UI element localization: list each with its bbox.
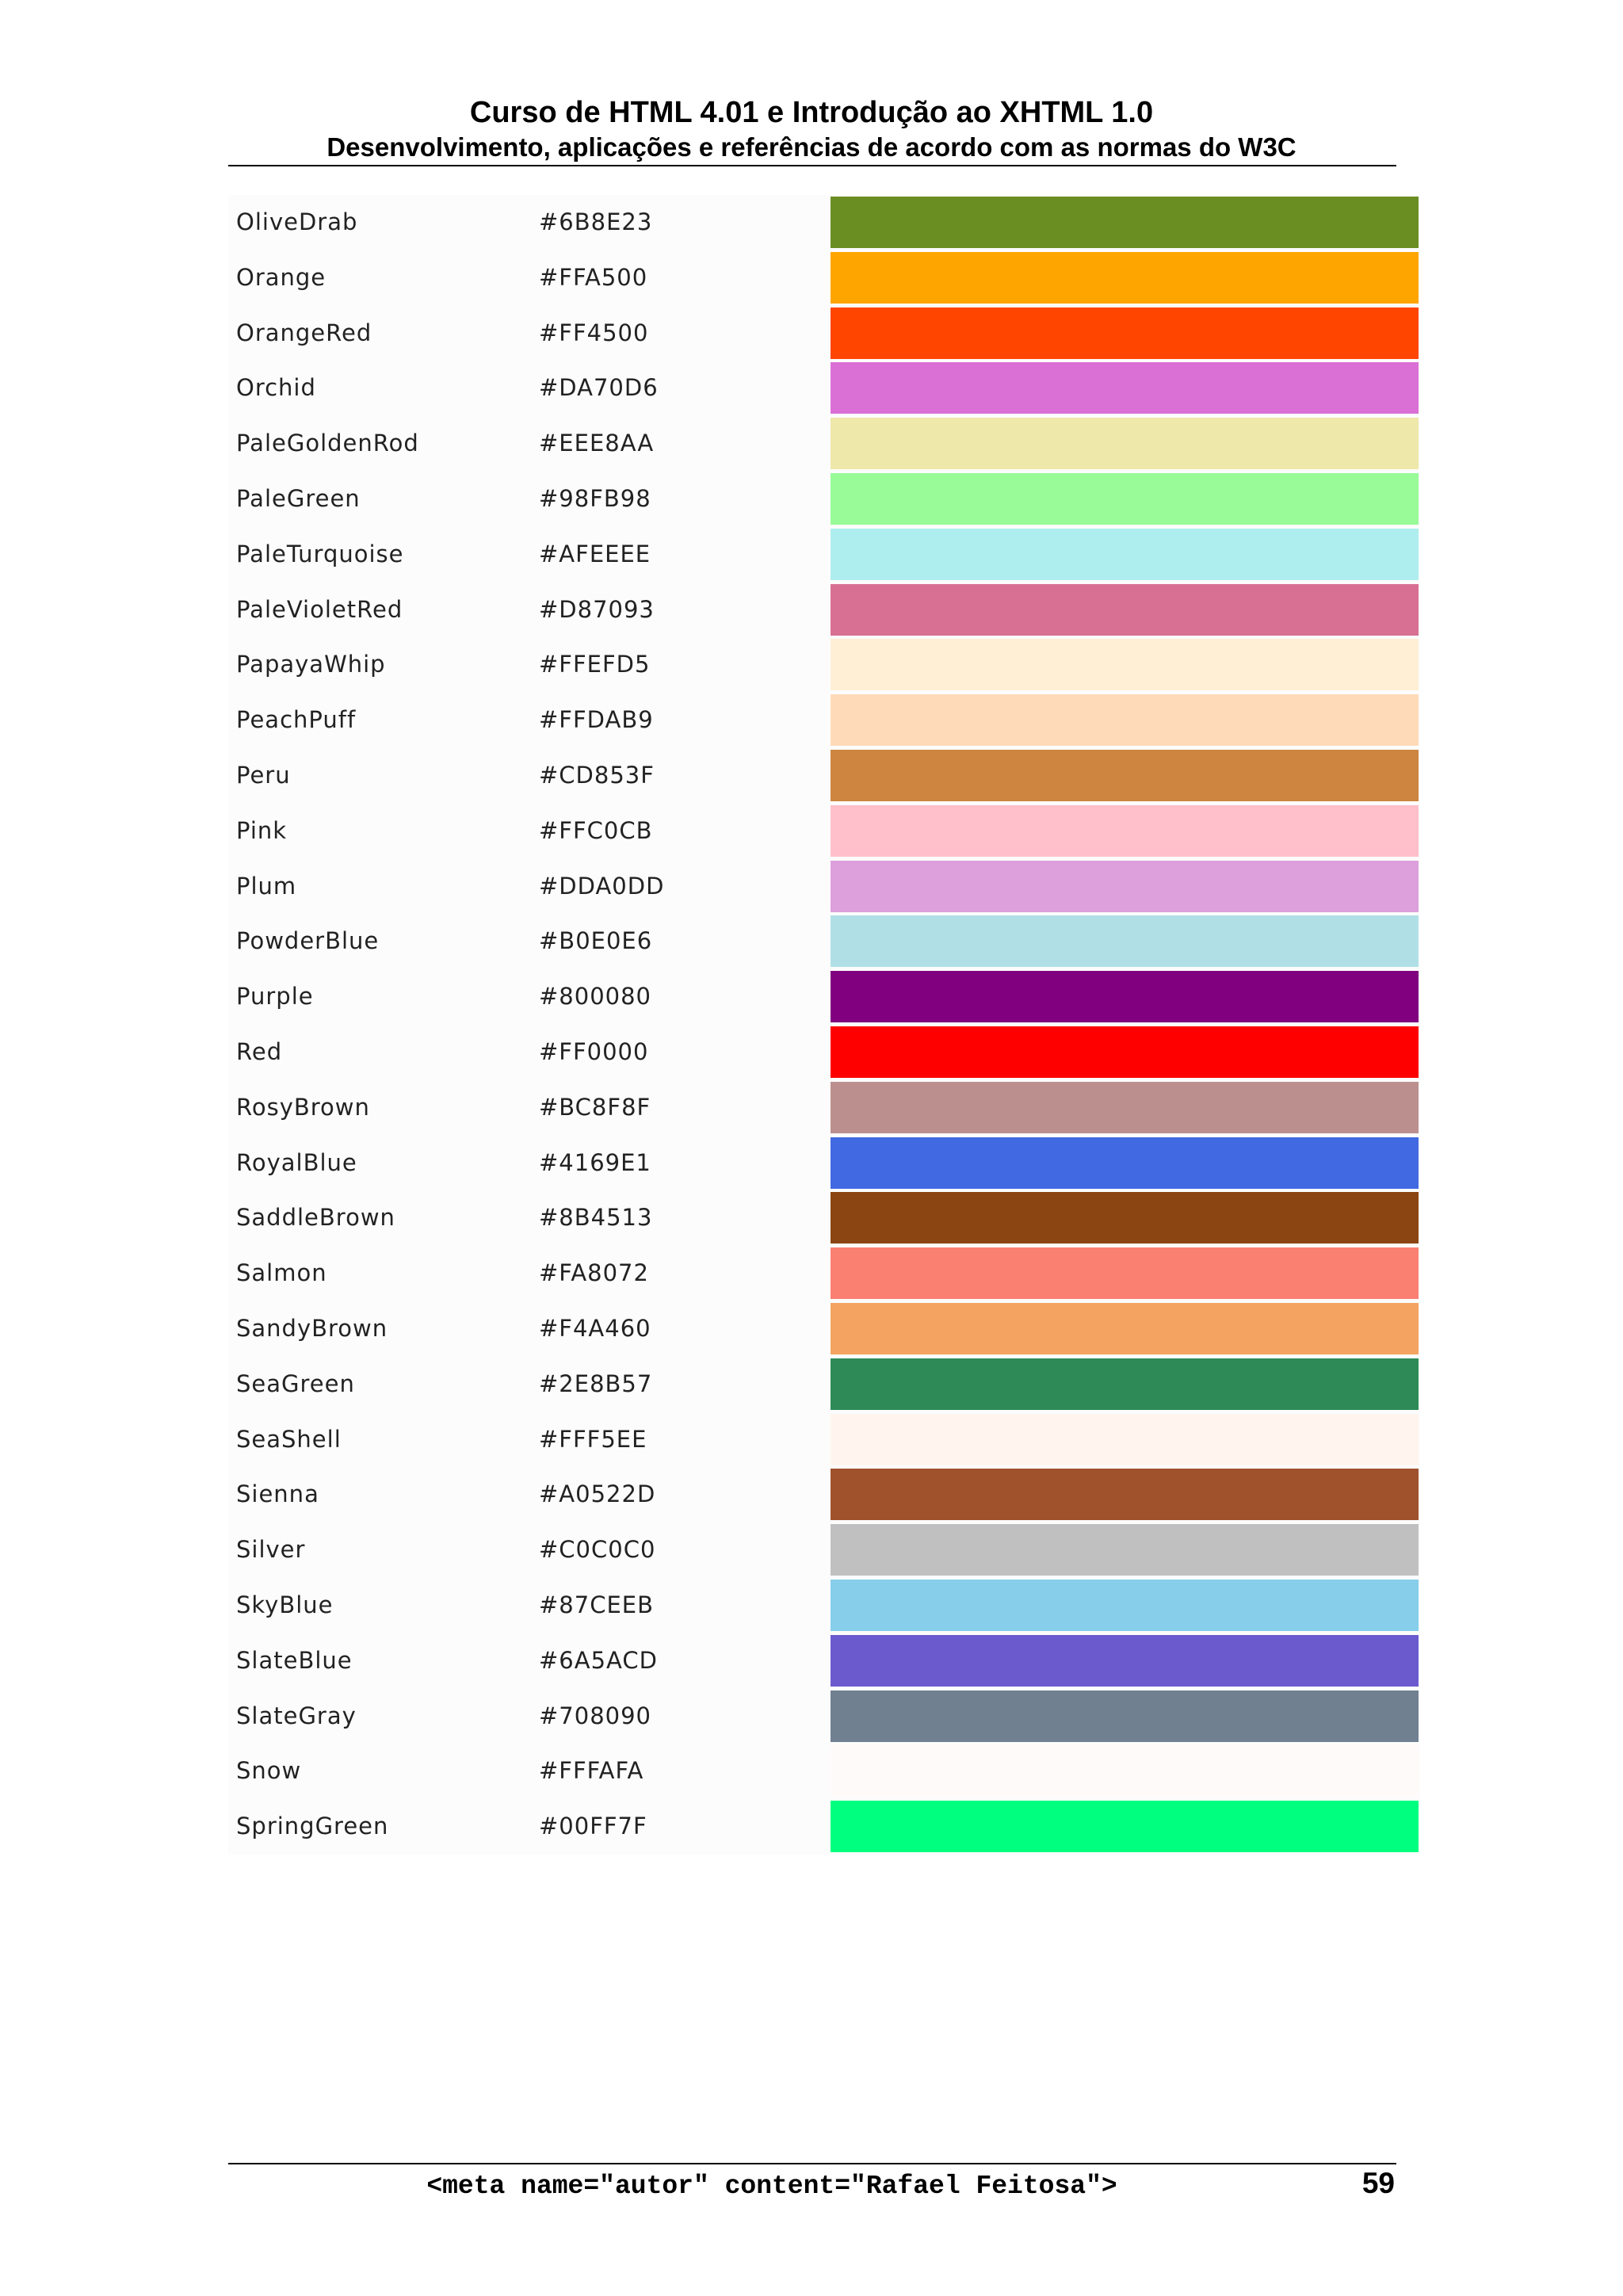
- color-name: Sienna: [236, 1480, 319, 1508]
- color-hex-code: #DDA0DD: [539, 872, 665, 900]
- color-row: [228, 1080, 1420, 1136]
- color-swatch: [831, 1469, 1419, 1520]
- color-row: [228, 1246, 1420, 1301]
- color-swatch: [831, 1247, 1419, 1299]
- color-hex-code: #FFDAB9: [539, 706, 654, 734]
- footer-divider: [228, 2163, 1396, 2164]
- color-hex-code: #708090: [539, 1702, 652, 1729]
- color-row: [228, 1522, 1420, 1578]
- color-swatch: [831, 1303, 1419, 1354]
- color-hex-code: #FFEFD5: [539, 651, 651, 678]
- color-name: PapayaWhip: [236, 651, 386, 678]
- color-swatch: [831, 861, 1419, 912]
- color-row: [228, 1633, 1420, 1689]
- color-row: [228, 416, 1420, 472]
- color-hex-code: #FFFAFA: [539, 1757, 644, 1785]
- color-row: [228, 527, 1420, 583]
- color-swatch: [831, 197, 1419, 248]
- color-name: SlateGray: [236, 1702, 357, 1729]
- page-number: 59: [1361, 2167, 1395, 2199]
- color-hex-code: #00FF7F: [539, 1813, 647, 1840]
- header-divider: [228, 165, 1396, 166]
- page-title: Curso de HTML 4.01 e Introdução ao XHTML 1.0: [469, 96, 1154, 129]
- color-hex-code: #FFC0CB: [539, 816, 653, 844]
- color-swatch: [831, 418, 1419, 469]
- color-name: PaleTurquoise: [236, 540, 404, 567]
- color-hex-code: #4169E1: [539, 1148, 651, 1176]
- color-row: [228, 1136, 1420, 1191]
- color-name: RosyBrown: [236, 1093, 370, 1121]
- color-row: [228, 361, 1420, 416]
- color-hex-code: #C0C0C0: [539, 1536, 656, 1564]
- color-row: [228, 1689, 1420, 1744]
- color-hex-code: #800080: [539, 983, 652, 1010]
- color-name: Silver: [236, 1536, 306, 1564]
- color-name: PaleVioletRed: [236, 595, 403, 623]
- color-hex-code: #EEE8AA: [539, 430, 655, 457]
- color-hex-code: #AFEEEE: [539, 540, 651, 567]
- color-swatch: [831, 1745, 1419, 1797]
- color-name: Peru: [236, 761, 291, 789]
- color-swatch: [831, 750, 1419, 801]
- color-swatch: [831, 529, 1419, 580]
- color-hex-code: #FFF5EE: [539, 1425, 647, 1453]
- color-hex-code: #98FB98: [539, 484, 651, 512]
- color-hex-code: #FFA500: [539, 263, 648, 291]
- color-name: RoyalBlue: [236, 1148, 357, 1176]
- color-swatch: [831, 1414, 1419, 1465]
- color-row: [228, 693, 1420, 748]
- color-row: [228, 914, 1420, 969]
- color-name: Salmon: [236, 1259, 327, 1287]
- color-name: SlateBlue: [236, 1646, 353, 1674]
- color-swatch: [831, 694, 1419, 746]
- color-name: PeachPuff: [236, 706, 357, 734]
- color-name: Orchid: [236, 374, 316, 402]
- color-swatch: [831, 1026, 1419, 1078]
- color-name: SaddleBrown: [236, 1204, 395, 1232]
- color-swatch: [831, 1801, 1419, 1852]
- color-hex-code: #FA8072: [539, 1259, 649, 1287]
- color-row: [228, 195, 1420, 250]
- color-swatch: [831, 1524, 1419, 1576]
- color-name: OrangeRed: [236, 319, 372, 346]
- color-row: [228, 1799, 1420, 1855]
- color-hex-code: #87CEEB: [539, 1591, 654, 1618]
- color-row: [228, 1025, 1420, 1080]
- color-row: [228, 306, 1420, 361]
- color-name: PaleGoldenRod: [236, 430, 419, 457]
- color-hex-code: #F4A460: [539, 1314, 651, 1342]
- color-name: SandyBrown: [236, 1314, 388, 1342]
- color-swatch: [831, 1192, 1419, 1244]
- color-swatch: [831, 308, 1419, 359]
- color-name: OliveDrab: [236, 208, 358, 235]
- color-name: Plum: [236, 872, 297, 900]
- color-hex-code: #D87093: [539, 595, 655, 623]
- color-swatch: [831, 971, 1419, 1022]
- color-name: SeaShell: [236, 1425, 342, 1453]
- footer-code: <meta name="autor" content="Rafael Feitosa">: [426, 2172, 1117, 2201]
- color-swatch: [831, 1137, 1419, 1189]
- color-name: SkyBlue: [236, 1591, 334, 1618]
- color-hex-code: #6B8E23: [539, 208, 653, 235]
- color-table: [228, 195, 1420, 1855]
- color-name: Snow: [236, 1757, 302, 1785]
- color-row: [228, 583, 1420, 638]
- color-row: [228, 859, 1420, 915]
- color-row: [228, 472, 1420, 527]
- color-row: [228, 969, 1420, 1025]
- color-swatch: [831, 1082, 1419, 1133]
- color-name: Purple: [236, 983, 314, 1010]
- color-swatch: [831, 252, 1419, 304]
- color-hex-code: #BC8F8F: [539, 1093, 651, 1121]
- color-name: Red: [236, 1037, 283, 1065]
- color-row: [228, 250, 1420, 306]
- color-name: PaleGreen: [236, 484, 361, 512]
- color-row: [228, 637, 1420, 693]
- color-swatch: [831, 1635, 1419, 1687]
- color-swatch: [831, 639, 1419, 690]
- color-swatch: [831, 584, 1419, 636]
- color-hex-code: #A0522D: [539, 1480, 656, 1508]
- color-row: [228, 1412, 1420, 1468]
- color-row: [228, 1578, 1420, 1633]
- color-row: [228, 748, 1420, 804]
- color-hex-code: #8B4513: [539, 1204, 653, 1232]
- color-name: SeaGreen: [236, 1370, 355, 1397]
- color-swatch: [831, 805, 1419, 857]
- color-row: [228, 1744, 1420, 1799]
- color-name: SpringGreen: [236, 1813, 389, 1840]
- page-header: [228, 94, 1395, 163]
- color-hex-code: #FF0000: [539, 1037, 649, 1065]
- color-hex-code: #CD853F: [539, 761, 655, 789]
- color-swatch: [831, 362, 1419, 414]
- color-name: Orange: [236, 263, 327, 291]
- color-swatch: [831, 1358, 1419, 1410]
- color-swatch: [831, 1580, 1419, 1631]
- color-row: [228, 1467, 1420, 1522]
- color-swatch: [831, 473, 1419, 525]
- color-swatch: [831, 915, 1419, 967]
- color-hex-code: #FF4500: [539, 319, 649, 346]
- page-subtitle: Desenvolvimento, aplicações e referências de acordo com as normas do W3C: [327, 132, 1296, 162]
- color-hex-code: #B0E0E6: [539, 927, 653, 955]
- color-row: [228, 804, 1420, 859]
- color-hex-code: #6A5ACD: [539, 1646, 658, 1674]
- color-hex-code: #2E8B57: [539, 1370, 653, 1397]
- color-name: Pink: [236, 816, 288, 844]
- color-name: PowderBlue: [236, 927, 380, 955]
- color-row: [228, 1301, 1420, 1357]
- color-row: [228, 1357, 1420, 1412]
- color-swatch: [831, 1690, 1419, 1742]
- color-row: [228, 1190, 1420, 1246]
- color-hex-code: #DA70D6: [539, 374, 659, 402]
